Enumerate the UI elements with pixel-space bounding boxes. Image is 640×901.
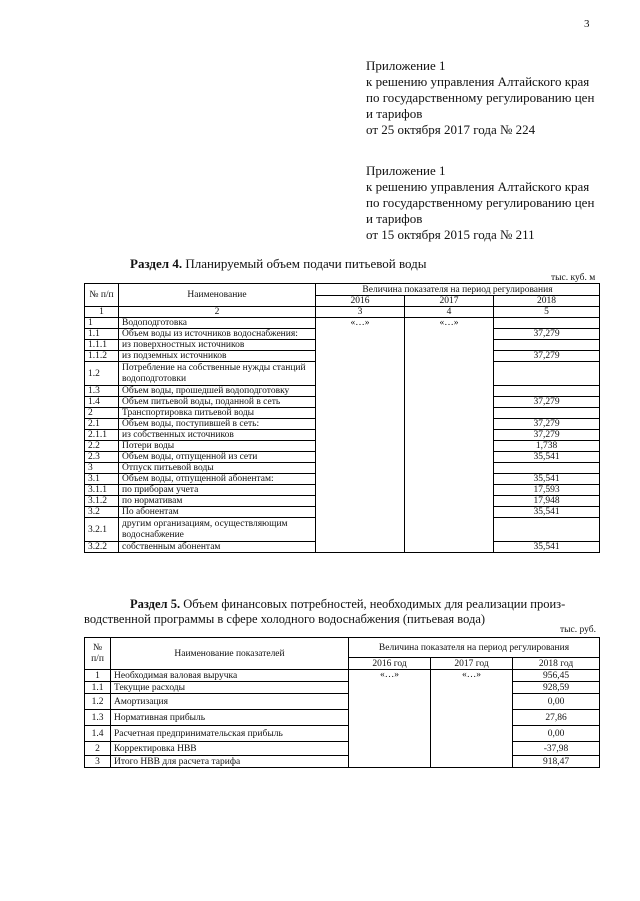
row-name: Водоподготовка — [119, 318, 316, 329]
row-name: Объем воды, прошедшей водоподготовку — [119, 386, 316, 397]
value-2018: 37,279 — [494, 329, 600, 340]
header-name: Наименование показателей — [111, 638, 349, 670]
value-2018: 35,541 — [494, 507, 600, 518]
colnum: 2 — [119, 307, 316, 318]
value-2016: «…» — [349, 670, 431, 768]
appendix-line: по государственному регулированию цен — [366, 90, 595, 105]
row-num: 2.3 — [85, 452, 119, 463]
appendix-line: к решению управления Алтайского края — [366, 179, 590, 194]
value-2018: 918,47 — [513, 756, 600, 768]
header-period: Величина показателя на период регулирования — [349, 638, 600, 658]
colnum: 4 — [405, 307, 494, 318]
row-name: Нормативная прибыль — [111, 710, 349, 726]
row-name: Потери воды — [119, 441, 316, 452]
value-2018 — [494, 362, 600, 386]
section4-title — [130, 256, 427, 272]
row-name: Итого НВВ для расчета тарифа — [111, 756, 349, 768]
value-2018 — [494, 318, 600, 329]
colnum: 1 — [85, 307, 119, 318]
row-num: 3.1.2 — [85, 496, 119, 507]
section4-table — [84, 283, 600, 553]
row-num: 2.2 — [85, 441, 119, 452]
row-name: собственным абонентам — [119, 542, 316, 553]
row-name: Необходимая валовая выручка — [111, 670, 349, 682]
value-2018: 17,593 — [494, 485, 600, 496]
header-period: Величина показателя на период регулирования — [316, 284, 600, 296]
row-num: 3.2.2 — [85, 542, 119, 553]
row-name: другим организациям, осуществляющим водоснабжение — [119, 518, 316, 542]
row-num: 2.1.1 — [85, 430, 119, 441]
value-2018: 27,86 — [513, 710, 600, 726]
header-year-2016: 2016 — [316, 296, 405, 307]
value-2018: 928,59 — [513, 682, 600, 694]
row-num: 1.1 — [85, 329, 119, 340]
row-num: 3.2.1 — [85, 518, 119, 542]
section4-unit: тыс. куб. м — [551, 273, 596, 283]
page-number: 3 — [584, 18, 590, 30]
section5-unit: тыс. руб. — [560, 625, 596, 635]
value-2018: 37,279 — [494, 351, 600, 362]
header-year-2017: 2017 — [405, 296, 494, 307]
row-num: 1.1.1 — [85, 340, 119, 351]
row-num: 2 — [85, 408, 119, 419]
appendix-line: и тарифов — [366, 211, 423, 226]
row-num: 1.1 — [85, 682, 111, 694]
value-2018: 0,00 — [513, 694, 600, 710]
appendix-line: к решению управления Алтайского края — [366, 74, 590, 89]
value-2018 — [494, 518, 600, 542]
section5-title-bold: Раздел 5. — [130, 597, 181, 611]
row-name: Объем воды, отпущенной абонентам: — [119, 474, 316, 485]
row-num: 3.2 — [85, 507, 119, 518]
row-name: Объем питьевой воды, поданной в сеть — [119, 397, 316, 408]
header-num: № п/п — [85, 638, 111, 670]
row-num: 3 — [85, 463, 119, 474]
row-num: 3.1 — [85, 474, 119, 485]
value-2018: 35,541 — [494, 542, 600, 553]
value-2018 — [494, 463, 600, 474]
row-name: Отпуск питьевой воды — [119, 463, 316, 474]
value-2018 — [494, 386, 600, 397]
value-2018: 956,45 — [513, 670, 600, 682]
colnum: 5 — [494, 307, 600, 318]
section5-table — [84, 637, 600, 768]
row-name: Расчетная предпринимательская прибыль — [111, 726, 349, 742]
row-name: из поверхностных источников — [119, 340, 316, 351]
row-name: Текущие расходы — [111, 682, 349, 694]
row-name: Транспортировка питьевой воды — [119, 408, 316, 419]
appendix-line: от 15 октября 2015 года № 211 — [366, 227, 535, 242]
row-name: из подземных источников — [119, 351, 316, 362]
appendix-block-1 — [366, 58, 594, 138]
row-name: Объем воды, отпущенной из сети — [119, 452, 316, 463]
row-num: 1 — [85, 670, 111, 682]
value-2018: -37,98 — [513, 742, 600, 756]
header-year-2016: 2016 год — [349, 658, 431, 670]
row-num: 1.2 — [85, 694, 111, 710]
appendix-line: Приложение 1 — [366, 163, 446, 178]
row-name: из собственных источников — [119, 430, 316, 441]
row-name: Потребление на собственные нужды станций водоподготовки — [119, 362, 316, 386]
section4-title-bold: Раздел 4. — [130, 256, 183, 271]
header-name: Наименование — [119, 284, 316, 307]
row-num: 3 — [85, 756, 111, 768]
row-num: 1.2 — [85, 362, 119, 386]
value-2016: «…» — [316, 318, 405, 553]
row-num: 1.1.2 — [85, 351, 119, 362]
appendix-block-2 — [366, 163, 594, 243]
section5-title-text: Объем финансовых потребностей, необходимых для реализации произ- — [180, 597, 566, 611]
value-2018: 0,00 — [513, 726, 600, 742]
row-name: По абонентам — [119, 507, 316, 518]
value-2017: «…» — [405, 318, 494, 553]
row-num: 2.1 — [85, 419, 119, 430]
header-year-2018: 2018 — [494, 296, 600, 307]
value-2018: 35,541 — [494, 474, 600, 485]
header-num: № п/п — [85, 284, 119, 307]
header-year-2018: 2018 год — [513, 658, 600, 670]
row-name: по нормативам — [119, 496, 316, 507]
value-2018: 35,541 — [494, 452, 600, 463]
appendix-line: от 25 октября 2017 года № 224 — [366, 122, 536, 137]
appendix-line: Приложение 1 — [366, 58, 446, 73]
row-name: Амортизация — [111, 694, 349, 710]
value-2018: 17,948 — [494, 496, 600, 507]
row-name: Корректировка НВВ — [111, 742, 349, 756]
value-2018: 37,279 — [494, 430, 600, 441]
section5-title — [130, 597, 565, 612]
section4-title-text: Планируемый объем подачи питьевой воды — [182, 256, 427, 271]
row-num: 1 — [85, 318, 119, 329]
value-2018 — [494, 408, 600, 419]
value-2018: 37,279 — [494, 397, 600, 408]
row-num: 1.4 — [85, 726, 111, 742]
row-name: по приборам учета — [119, 485, 316, 496]
section5-title-line2: водственной программы в сфере холодного водоснабжения (питьевая вода) — [84, 612, 486, 626]
row-num: 1.4 — [85, 397, 119, 408]
header-year-2017: 2017 год — [431, 658, 513, 670]
row-num: 1.3 — [85, 710, 111, 726]
value-2017: «…» — [431, 670, 513, 768]
row-num: 2 — [85, 742, 111, 756]
colnum: 3 — [316, 307, 405, 318]
value-2018 — [494, 340, 600, 351]
row-num: 3.1.1 — [85, 485, 119, 496]
appendix-line: по государственному регулированию цен — [366, 195, 595, 210]
value-2018: 37,279 — [494, 419, 600, 430]
row-num: 1.3 — [85, 386, 119, 397]
row-name: Объем воды, поступившей в сеть: — [119, 419, 316, 430]
row-name: Объем воды из источников водоснабжения: — [119, 329, 316, 340]
appendix-line: и тарифов — [366, 106, 423, 121]
value-2018: 1,738 — [494, 441, 600, 452]
